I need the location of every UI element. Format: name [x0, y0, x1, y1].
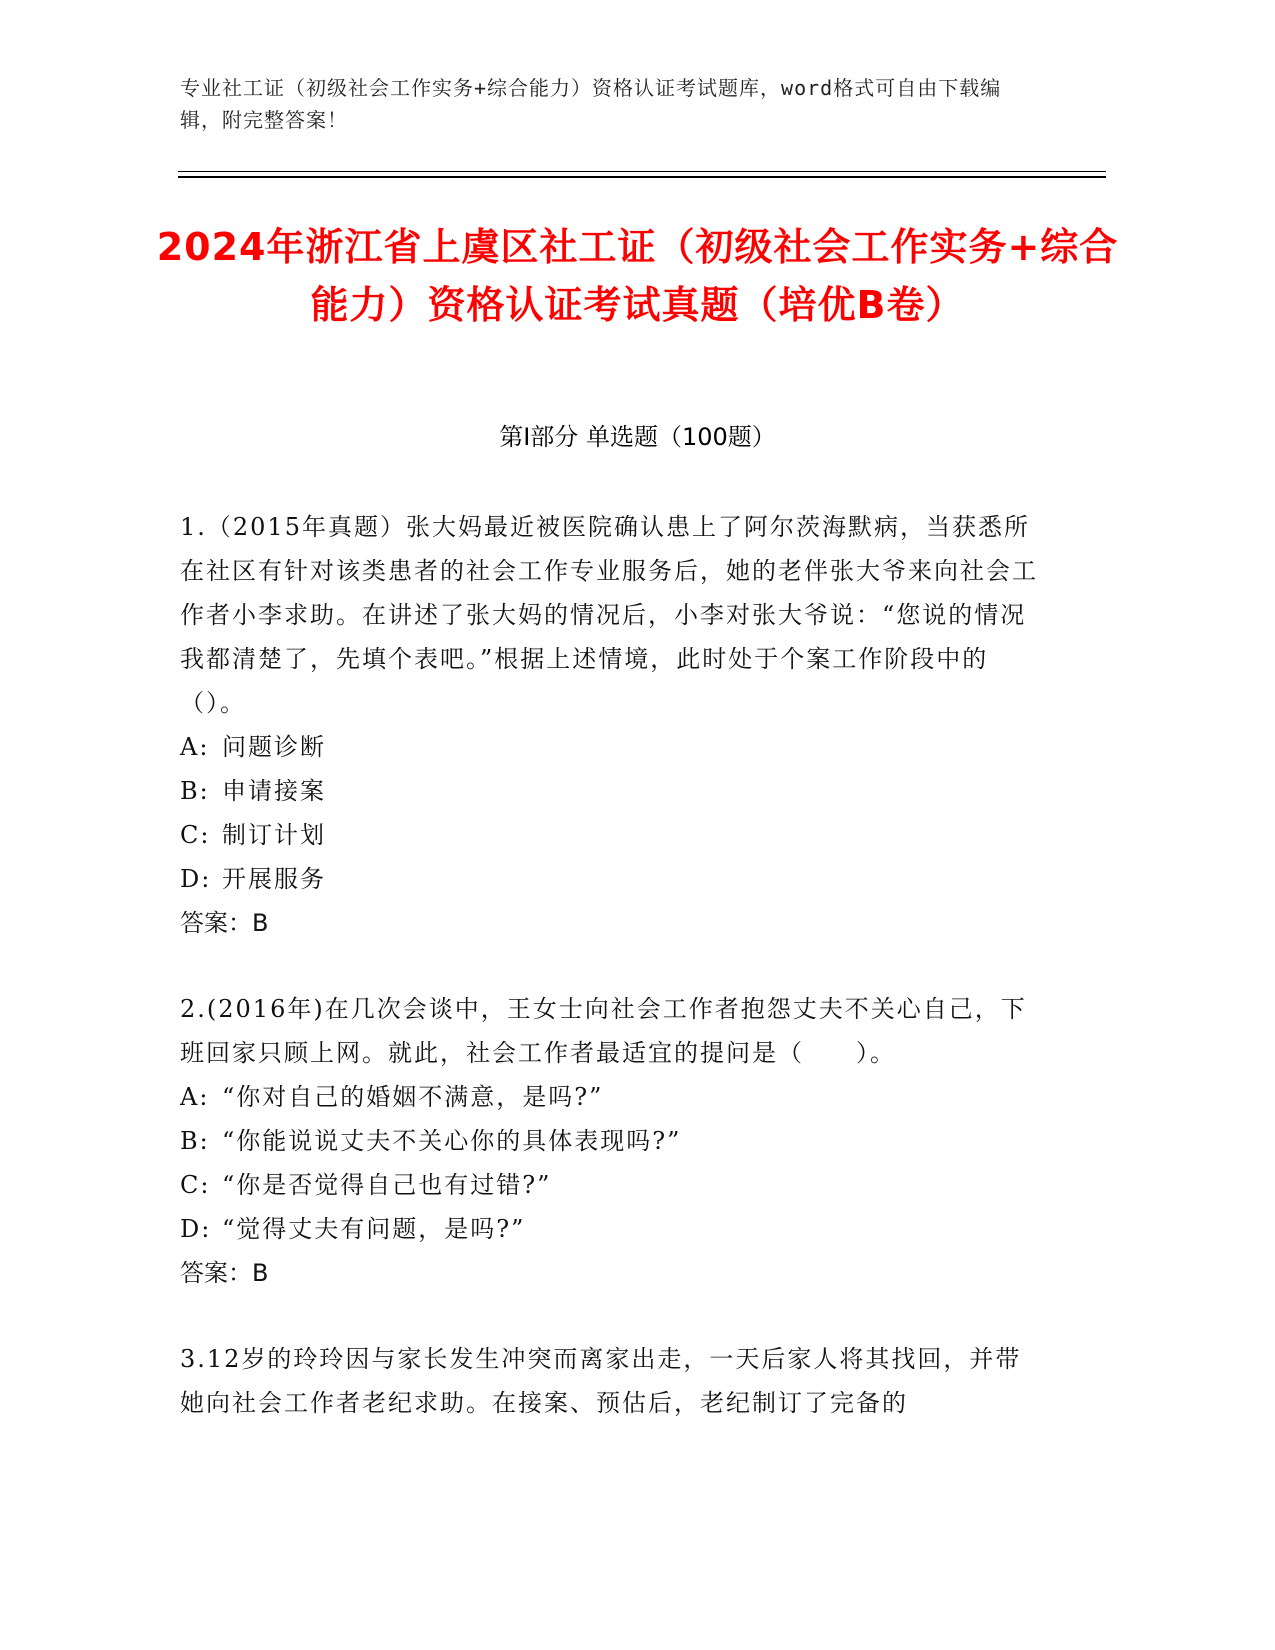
- question-list: [180, 505, 1040, 1467]
- option-key: B:: [180, 1127, 210, 1155]
- question-item: [180, 1337, 1040, 1425]
- header-rule-thin: [178, 171, 1106, 172]
- header-rule-thick: [178, 176, 1106, 178]
- option-b: [180, 1119, 1040, 1163]
- question-item: [180, 505, 1040, 945]
- option-text: 申请接案: [222, 777, 326, 805]
- option-key: C:: [180, 821, 211, 849]
- option-text: “你对自己的婚姻不满意，是吗?”: [222, 1083, 604, 1111]
- option-c: [180, 1163, 1040, 1207]
- answer-line: 答案：B: [180, 1259, 269, 1287]
- answer-line: 答案：B: [180, 909, 269, 937]
- option-text: “觉得丈夫有问题，是吗?”: [222, 1215, 526, 1243]
- option-text: 制订计划: [222, 821, 326, 849]
- option-key: C:: [180, 1171, 211, 1199]
- option-text: 开展服务: [222, 865, 326, 893]
- section-title: 第Ⅰ部分 单选题（100题）: [499, 423, 776, 451]
- option-b: [180, 769, 1040, 813]
- page-title: 2024年浙江省上虞区社工证（初级社会工作实务+综合能力）资格认证考试真题（培优B卷）: [156, 225, 1119, 327]
- option-text: “你是否觉得自己也有过错?”: [222, 1171, 552, 1199]
- option-key: D:: [180, 1215, 212, 1243]
- header-note: 专业社工证（初级社会工作实务+综合能力）资格认证考试题库，word格式可自由下载编辑，附完整答案！: [180, 76, 1002, 132]
- question-stem: 3.12岁的玲玲因与家长发生冲突而离家出走，一天后家人将其找回，并带她向社会工作者老纪求助。在接案、预估后，老纪制订了完备的: [180, 1345, 1022, 1417]
- question-item: [180, 987, 1040, 1295]
- option-key: B:: [180, 777, 210, 805]
- option-d: [180, 1207, 1040, 1251]
- option-key: D:: [180, 865, 212, 893]
- option-text: “你能说说丈夫不关心你的具体表现吗?”: [222, 1127, 682, 1155]
- option-a: [180, 1075, 1040, 1119]
- option-d: [180, 857, 1040, 901]
- question-stem: 2.(2016年)在几次会谈中，王女士向社会工作者抱怨丈夫不关心自己，下班回家只顾上网。就此，社会工作者最适宜的提问是（ ）。: [180, 995, 1027, 1067]
- option-text: 问题诊断: [222, 733, 326, 761]
- option-c: [180, 813, 1040, 857]
- option-key: A:: [180, 1083, 210, 1111]
- question-stem: 1.（2015年真题）张大妈最近被医院确认患上了阿尔茨海默病，当获悉所在社区有针对该类患者的社会工作专业服务后，她的老伴张大爷来向社会工作者小李求助。在讲述了张大妈的情况后，小李对张大爷说：“您说的情况我都清楚了，先填个表吧。”根据上述情境，此时处于个案工作阶段中的（）。: [180, 513, 1038, 717]
- option-a: [180, 725, 1040, 769]
- option-key: A:: [180, 733, 210, 761]
